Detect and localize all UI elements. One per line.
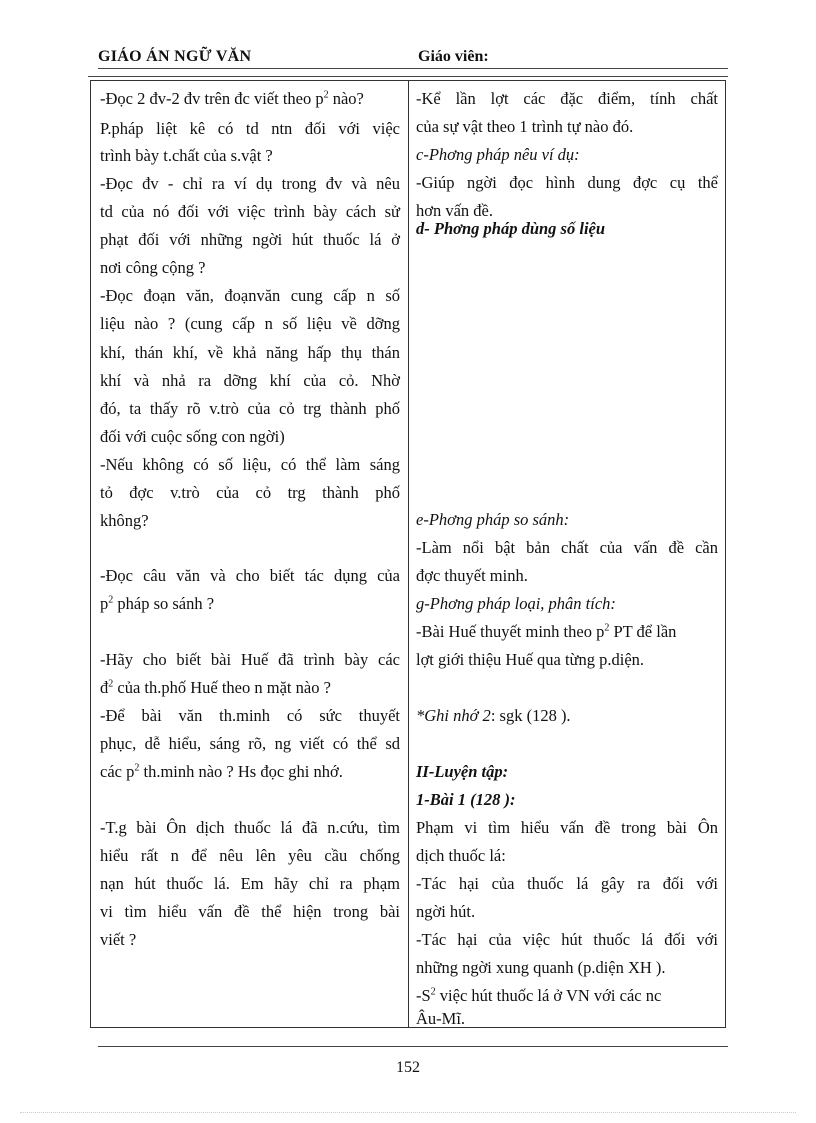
left-line-23: các $p^2$ th.minh nào ? Hs đọc ghi nhớ. — [100, 762, 343, 781]
page-number: 152 — [396, 1059, 420, 1076]
right-line-4: -Giúp ngời đọc hình dung đợc cụ thể — [416, 173, 718, 192]
left-line-17: -Đọc câu văn và cho biết tác dụng của — [100, 566, 400, 585]
right-line-13: *Ghi nhớ 2: sgk (128 ). — [416, 706, 571, 725]
right-line-8: -Làm nổi bật bản chất của vấn đề cần — [416, 538, 718, 557]
left-line-7: nơi công cộng ? — [100, 258, 206, 277]
page-bottom-border — [20, 1112, 796, 1113]
left-line-22: phục, dễ hiểu, sáng rõ, ng viết có thể sd — [100, 734, 400, 753]
right-heading-g: g-Phơng pháp loại, phân tích: — [416, 594, 616, 613]
right-line-5: hơn vấn đề. — [416, 201, 493, 220]
right-line-19: ngời hút. — [416, 902, 476, 921]
document-title: GIÁO ÁN NGỮ VĂN — [98, 48, 252, 65]
lesson-table — [90, 80, 726, 1028]
table-top-rule — [88, 76, 728, 77]
page-header — [98, 48, 728, 70]
column-divider — [408, 81, 409, 1027]
left-line-11: khí và nhả ra dỡng khí của cỏ. Nhờ — [100, 371, 400, 390]
right-line-21: những ngời xung quanh (p.diện XH ). — [416, 958, 666, 977]
right-heading-e: e-Phơng pháp so sánh: — [416, 510, 570, 529]
left-line-24: -T.g bài Ôn dịch thuốc lá đã n.cứu, tìm — [100, 818, 400, 837]
left-line-21: -Để bài văn th.minh có sức thuyết — [100, 706, 400, 725]
left-line-13: đối với cuộc sống con ngời) — [100, 427, 285, 446]
left-line-26: nạn hút thuốc lá. Em hãy chỉ ra phạm — [100, 874, 400, 893]
right-line-12: lợt giới thiệu Huế qua từng p.diện. — [416, 650, 645, 669]
left-line-3: trình bày t.chất của s.vật ? — [100, 146, 273, 165]
left-line-20: $đ^2$ của th.phố Huế theo n mặt nào ? — [100, 678, 331, 697]
right-line-20: -Tác hại của việc hút thuốc lá đối với — [416, 930, 718, 949]
right-line-17: dịch thuốc lá: — [416, 846, 506, 865]
left-line-14: -Nếu không có số liệu, có thể làm sáng — [100, 455, 400, 474]
left-line-28: viết ? — [100, 930, 137, 949]
right-line-16: Phạm vi tìm hiểu vấn đề trong bài Ôn — [416, 818, 718, 837]
left-line-5: td của nó đối với việc trình bày cách sử — [100, 202, 400, 221]
left-line-19: -Hãy cho biết bài Huế đã trình bày các — [100, 650, 400, 669]
footer-rule — [98, 1046, 728, 1047]
right-line-11: -Bài Huế thuyết minh theo $p^2$ PT để lần — [416, 622, 677, 641]
right-line-23: Âu-Mĩ. — [416, 1009, 466, 1028]
right-line-2: của sự vật theo 1 trình tự nào đó. — [416, 117, 634, 136]
right-heading-practice: II-Luyện tập: — [416, 762, 509, 781]
left-line-2: P.pháp liệt kê có td ntn đối với việc — [100, 119, 400, 138]
left-line-15: tỏ đợc v.trò của cỏ trg thành phố — [100, 483, 400, 502]
left-line-16: không? — [100, 511, 149, 530]
right-heading-c: c-Phơng pháp nêu ví dụ: — [416, 145, 580, 164]
right-line-9: đợc thuyết minh. — [416, 566, 528, 585]
left-line-6: phạt đối với những ngời hút thuốc lá ở — [100, 230, 400, 249]
teacher-label: Giáo viên: — [418, 48, 489, 65]
left-line-1: -Đọc 2 đv-2 đv trên đc viết theo $p^2$ nào? — [100, 89, 364, 108]
left-line-27: vi tìm hiểu vấn đề thể hiện trong bài — [100, 902, 400, 921]
left-line-25: hiểu rất n để nêu lên yêu cầu chống — [100, 846, 400, 865]
right-heading-d: d- Phơng pháp dùng số liệu — [416, 219, 606, 238]
left-line-12: đó, ta thấy rõ v.trò của cỏ trg thành phố — [100, 399, 400, 418]
right-line-1: -Kể lần lợt các đặc điểm, tính chất — [416, 89, 718, 108]
left-line-4: -Đọc đv - chỉ ra ví dụ trong đv và nêu — [100, 174, 400, 193]
left-line-18: $p^2$ pháp so sánh ? — [100, 594, 215, 613]
left-line-9: liệu nào ? (cung cấp n số liệu về dỡng — [100, 314, 400, 333]
right-line-18: -Tác hại của thuốc lá gây ra đối với — [416, 874, 718, 893]
left-line-10: khí, thán khí, về khả năng hấp thụ thán — [100, 343, 400, 362]
right-heading-exercise-1: 1-Bài 1 (128 ): — [416, 790, 516, 809]
header-rule — [98, 68, 728, 69]
left-line-8: -Đọc đoạn văn, đoạnvăn cung cấp n số — [100, 286, 400, 305]
right-line-22: $-S^2$ việc hút thuốc lá ở VN với các nc — [416, 986, 662, 1005]
